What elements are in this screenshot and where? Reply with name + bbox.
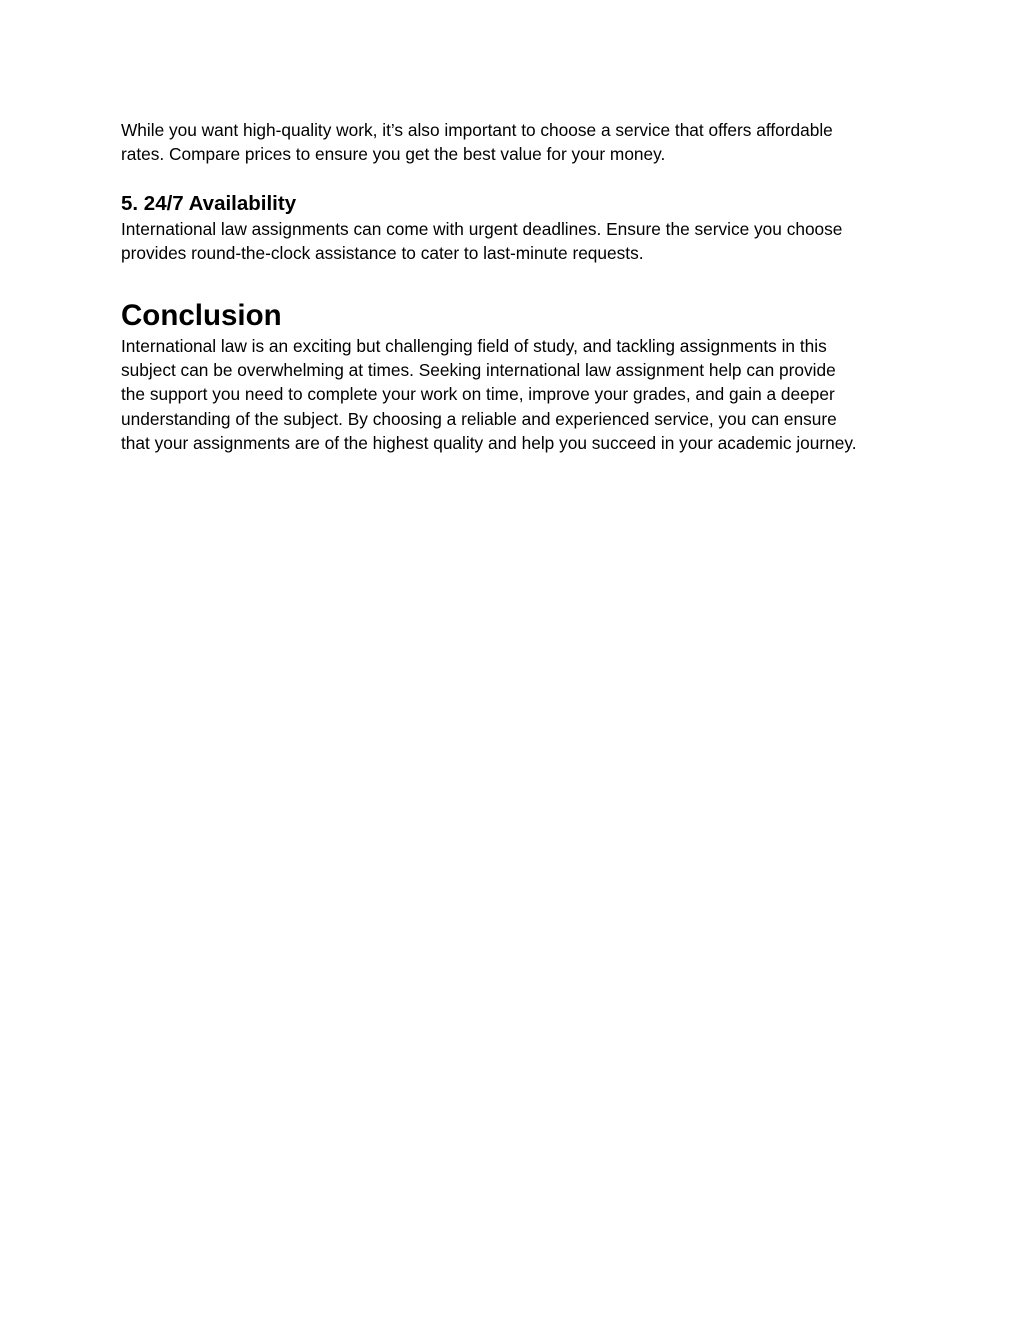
paragraph-line: the support you need to complete your work on time, improve your grades, and gain a deeper <box>121 384 835 405</box>
document-content <box>121 118 921 456</box>
paragraph-line: While you want high-quality work, it’s also important to choose a service that offers affordable <box>121 120 833 140</box>
paragraph-line: International law is an exciting but challenging field of study, and tackling assignments in this <box>121 335 827 356</box>
paragraph-line: understanding of the subject. By choosing a reliable and experienced service, you can ensure <box>121 408 837 429</box>
paragraph-line: subject can be overwhelming at times. Seeking international law assignment help can provide <box>121 360 836 381</box>
subheading-availability: 5. 24/7 Availability <box>121 191 297 215</box>
paragraph-line: International law assignments can come with urgent deadlines. Ensure the service you choose <box>121 218 843 239</box>
paragraph-availability <box>121 217 921 266</box>
paragraph-line: provides round-the-clock assistance to cater to last-minute requests. <box>121 243 644 264</box>
paragraph-conclusion <box>121 334 921 456</box>
paragraph-line: rates. Compare prices to ensure you get the best value for your money. <box>121 144 666 165</box>
heading-conclusion: Conclusion <box>121 298 282 332</box>
paragraph-line: that your assignments are of the highest quality and help you succeed in your academic journey. <box>121 433 857 454</box>
paragraph-affordable-rates <box>121 118 921 167</box>
